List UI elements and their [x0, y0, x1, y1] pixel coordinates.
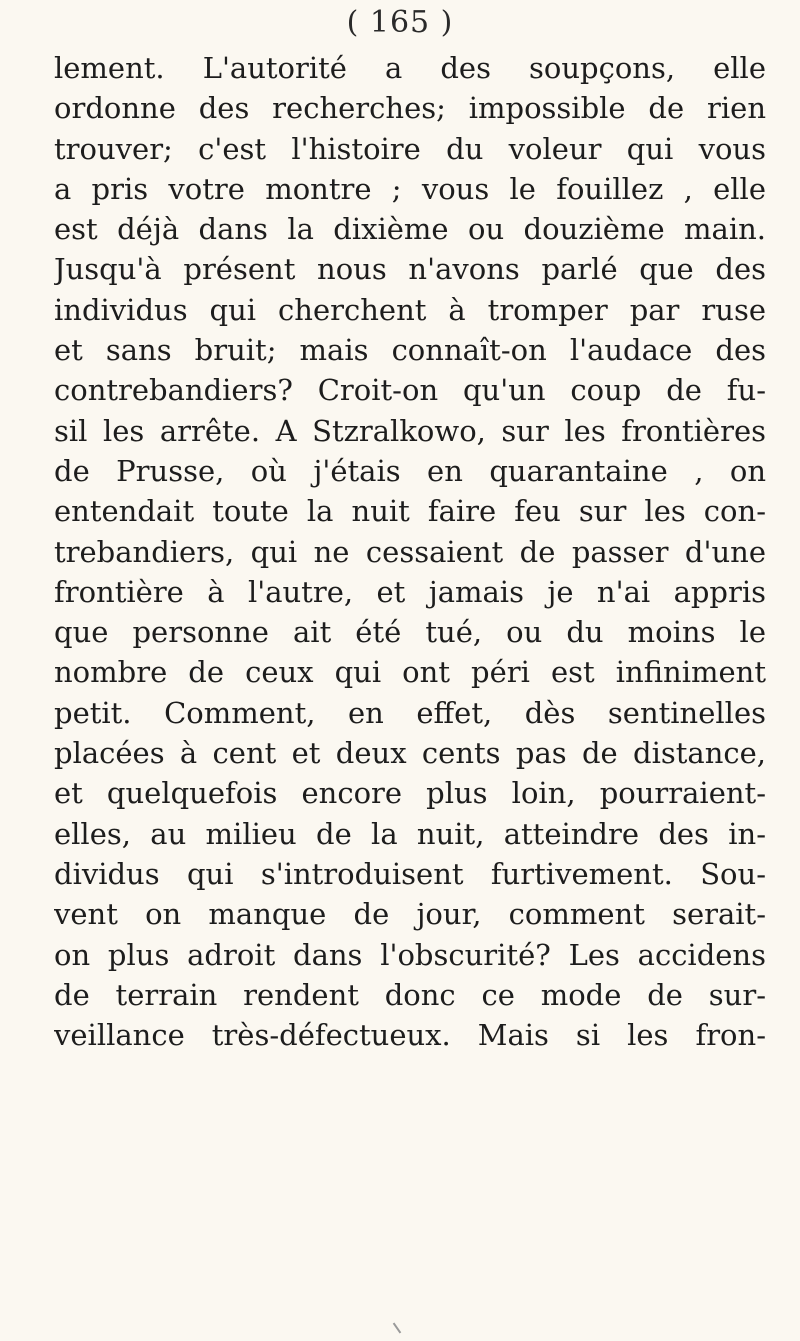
text-line: Jusqu'à présent nous n'avons parlé que des [54, 252, 766, 287]
text-line: lement. L'autorité a des soupçons, elle [54, 51, 766, 85]
text-line: et quelquefois encore plus loin, pourraient- [54, 776, 766, 811]
text-line: elles, au milieu de la nuit, atteindre des in- [54, 816, 766, 851]
text-line: que personne ait été tué, ou du moins le [54, 615, 766, 650]
text-line: contrebandiers? Croit-on qu'un coup de fu- [54, 373, 766, 408]
page-number: ( 165 ) [346, 5, 454, 40]
text-line: trouver; c'est l'histoire du voleur qui vous [54, 131, 766, 166]
text-line: dividus qui s'introduisent furtivement. Sou- [54, 856, 766, 891]
text-line: et sans bruit; mais connaît-on l'audace des [54, 333, 766, 368]
text-line: est déjà dans la dixième ou douzième main. [54, 212, 766, 247]
ink-mark [393, 1323, 402, 1334]
body-text [54, 48, 766, 1055]
text-line: de terrain rendent donc ce mode de sur- [54, 977, 766, 1012]
text-line: on plus adroit dans l'obscurité? Les accidens [54, 937, 766, 972]
text-line: de Prusse, où j'étais en quarantaine , on [54, 453, 766, 488]
text-line: entendait toute la nuit faire feu sur les con- [54, 494, 766, 529]
text-line: vent on manque de jour, comment serait- [54, 897, 766, 932]
text-line: individus qui cherchent à tromper par ruse [54, 292, 766, 327]
text-line: trebandiers, qui ne cessaient de passer d'une [54, 534, 766, 569]
text-line: nombre de ceux qui ont péri est infiniment [54, 655, 766, 690]
text-line: a pris votre montre ; vous le fouillez , elle [54, 171, 766, 206]
text-line: placées à cent et deux cents pas de distance, [54, 736, 766, 771]
text-line: ordonne des recherches; impossible de rien [54, 91, 766, 126]
text-line: sil les arrête. A Stzralkowo, sur les frontières [54, 413, 766, 448]
text-line: frontière à l'autre, et jamais je n'ai appris [54, 574, 766, 609]
text-line: veillance très-défectueux. Mais si les fron- [54, 1018, 766, 1053]
text-line: petit. Comment, en effet, dès sentinelles [54, 695, 766, 730]
